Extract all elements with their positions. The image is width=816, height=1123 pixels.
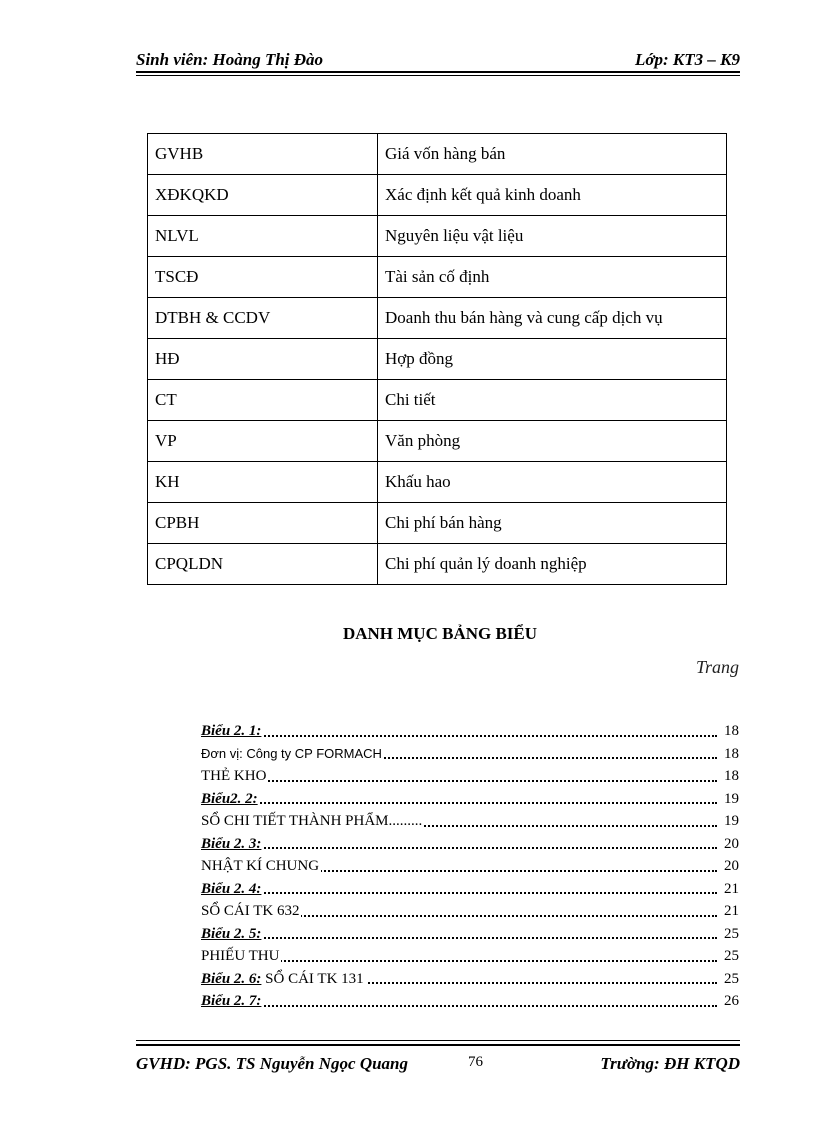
table-row <box>148 216 727 257</box>
abbreviation-meaning: Xác định kết quả kinh doanh <box>378 175 727 216</box>
table-row <box>148 421 727 462</box>
toc-page-number: 20 <box>724 833 739 856</box>
toc-label <box>201 810 424 833</box>
abbreviation-meaning: Hợp đồng <box>378 339 727 380</box>
toc-figure-number: Biểu 2. 5: <box>201 925 262 942</box>
abbreviation-meaning: Tài sản cố định <box>378 257 727 298</box>
abbreviation-code: TSCĐ <box>148 257 378 298</box>
toc-label <box>201 855 321 878</box>
toc-page-number: 18 <box>724 765 739 788</box>
toc-label <box>201 833 263 856</box>
abbreviation-code: CPBH <box>148 503 378 544</box>
page-column-label: Trang <box>695 657 739 677</box>
toc-title: Đơn vị: Công ty CP FORMACH <box>201 745 382 761</box>
abbreviation-code: GVHB <box>148 134 378 175</box>
abbreviation-code: CPQLDN <box>148 544 378 585</box>
abbreviation-meaning: Chi phí quản lý doanh nghiệp <box>378 544 727 585</box>
toc-entry <box>201 788 739 811</box>
page-footer <box>136 1054 740 1080</box>
toc-entry <box>201 833 739 856</box>
toc-page-number: 25 <box>724 968 739 991</box>
toc-leader-dots <box>201 892 717 894</box>
abbreviation-code: HĐ <box>148 339 378 380</box>
toc-entry <box>201 765 739 788</box>
toc-page-number: 25 <box>724 945 739 968</box>
toc-entry <box>201 720 739 743</box>
footer-school: Trường: ĐH KTQD <box>600 1054 740 1073</box>
toc-label <box>201 900 301 923</box>
toc-entry <box>201 968 739 991</box>
toc-title: SỔ CHI TIẾT THÀNH PHẨM......... <box>201 813 423 829</box>
footer-advisor: GVHD: PGS. TS Nguyễn Ngọc Quang <box>136 1054 409 1073</box>
toc-label <box>201 968 366 991</box>
toc-entry <box>201 990 739 1013</box>
toc-leader-dots <box>201 780 717 782</box>
toc-title: NHẬT KÍ CHUNG <box>201 858 320 874</box>
table-row <box>148 339 727 380</box>
toc-figure-number: Biểu 2. 4: <box>201 880 262 897</box>
toc-entry <box>201 855 739 878</box>
toc-label <box>201 743 384 766</box>
toc-label <box>201 990 263 1013</box>
toc-figure-number: Biểu2. 2: <box>201 790 258 807</box>
table-row <box>148 257 727 298</box>
abbreviation-meaning: Chi phí bán hàng <box>378 503 727 544</box>
abbreviation-meaning: Văn phòng <box>378 421 727 462</box>
toc-title: PHIẾU THU <box>201 948 280 964</box>
header-rule-thin <box>136 75 740 76</box>
table-row <box>148 544 727 585</box>
toc-page-number: 25 <box>724 923 739 946</box>
toc-leader-dots <box>201 937 717 939</box>
toc-page-number: 19 <box>724 810 739 833</box>
toc-label <box>201 765 268 788</box>
abbreviation-meaning: Nguyên liệu vật liệu <box>378 216 727 257</box>
toc-page-number: 26 <box>724 990 739 1013</box>
toc-label <box>201 878 263 901</box>
table-row <box>148 380 727 421</box>
toc-page-number: 20 <box>724 855 739 878</box>
abbreviation-meaning: Chi tiết <box>378 380 727 421</box>
abbreviation-meaning: Khấu hao <box>378 462 727 503</box>
footer-rule-thin <box>136 1040 740 1041</box>
toc-title: SỔ CÁI TK 632 <box>201 903 300 919</box>
toc-leader-dots <box>201 735 717 737</box>
toc-figure-number: Biểu 2. 1: <box>201 723 262 739</box>
toc-leader-dots <box>201 847 717 849</box>
toc-page-number: 18 <box>724 743 739 766</box>
toc-page-number: 21 <box>724 900 739 923</box>
footer-page-number: 76 <box>468 1054 483 1070</box>
toc-figure-number: Biểu 2. 3: <box>201 835 262 852</box>
toc-label <box>201 788 260 811</box>
toc-entry <box>201 743 739 766</box>
toc-label <box>201 720 263 743</box>
abbreviation-code: VP <box>148 421 378 462</box>
table-row <box>148 175 727 216</box>
toc-label <box>201 945 281 968</box>
toc-entry <box>201 945 739 968</box>
abbreviation-meaning: Doanh thu bán hàng và cung cấp dịch vụ <box>378 298 727 339</box>
toc-title: THẺ KHO <box>201 768 267 784</box>
toc-page-number: 21 <box>724 878 739 901</box>
abbreviation-meaning: Giá vốn hàng bán <box>378 134 727 175</box>
toc-entry <box>201 900 739 923</box>
list-title: DANH MỤC BẢNG BIỂU <box>342 624 538 643</box>
abbreviation-table <box>147 133 727 585</box>
abbreviation-code: NLVL <box>148 216 378 257</box>
toc-figure-number: Biểu 2. 7: <box>201 993 262 1009</box>
header-class: Lớp: KT3 – K9 <box>635 50 740 69</box>
toc-page-number: 18 <box>724 720 739 743</box>
toc-leader-dots <box>201 802 717 804</box>
toc-title: SỔ CÁI TK 131 <box>261 970 364 987</box>
abbreviation-code: DTBH & CCDV <box>148 298 378 339</box>
table-row <box>148 503 727 544</box>
header-rule <box>136 71 740 73</box>
toc-label <box>201 923 263 946</box>
table-row <box>148 298 727 339</box>
toc-entry <box>201 923 739 946</box>
abbreviation-code: KH <box>148 462 378 503</box>
toc-page-number: 19 <box>724 788 739 811</box>
toc-entry <box>201 878 739 901</box>
abbreviation-code: XĐKQKD <box>148 175 378 216</box>
abbreviation-code: CT <box>148 380 378 421</box>
toc-figure-number: Biểu 2. 6: <box>201 970 262 987</box>
toc-entry <box>201 810 739 833</box>
header-student: Sinh viên: Hoàng Thị Đào <box>136 50 324 69</box>
table-of-figures <box>201 720 739 1013</box>
footer-rule <box>136 1044 740 1046</box>
toc-leader-dots <box>201 1005 717 1007</box>
table-row <box>148 462 727 503</box>
table-row <box>148 134 727 175</box>
